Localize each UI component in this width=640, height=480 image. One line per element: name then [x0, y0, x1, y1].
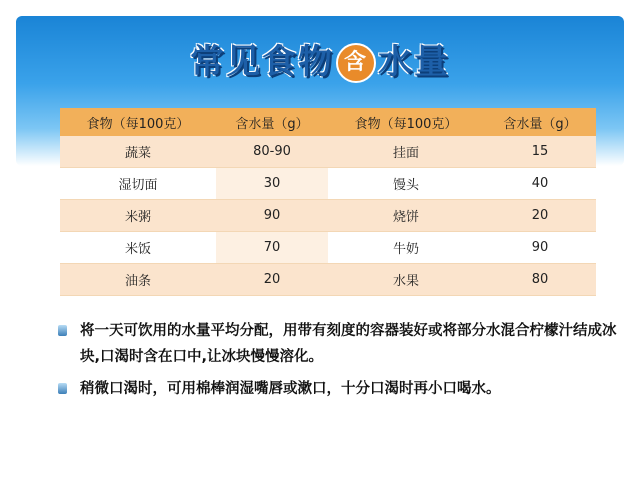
table-row	[60, 232, 596, 264]
table-header-row	[60, 108, 596, 136]
bullet-icon	[58, 383, 67, 394]
header-water-2: 含水量（g）	[484, 108, 596, 136]
cell-water: 20	[484, 200, 596, 232]
table-row	[60, 264, 596, 296]
page-title	[0, 34, 640, 83]
cell-water: 80-90	[216, 136, 328, 168]
tip-item	[58, 376, 618, 402]
cell-water: 80	[484, 264, 596, 296]
cell-food: 米饭	[60, 232, 216, 264]
tips-list	[58, 318, 618, 408]
cell-water: 40	[484, 168, 596, 200]
cell-food: 米粥	[60, 200, 216, 232]
tip-text: 将一天可饮用的水量平均分配，用带有刻度的容器装好或将部分水混合柠檬汁结成冰块,口渴时含在口中,让冰块慢慢溶化。	[80, 323, 617, 365]
cell-food: 烧饼	[328, 200, 484, 232]
table-row	[60, 136, 596, 168]
header-water-1: 含水量（g）	[216, 108, 328, 136]
cell-food: 馒头	[328, 168, 484, 200]
cell-water: 90	[484, 232, 596, 264]
cell-water: 70	[216, 232, 328, 264]
tip-text: 稍微口渴时，可用棉棒润湿嘴唇或漱口，十分口渴时再小口喝水。	[80, 381, 501, 397]
cell-food: 油条	[60, 264, 216, 296]
title-badge: 含	[336, 43, 376, 83]
title-text-after: 水量	[378, 42, 450, 82]
cell-food: 挂面	[328, 136, 484, 168]
cell-water: 30	[216, 168, 328, 200]
bullet-icon	[58, 325, 67, 336]
water-content-table	[60, 108, 596, 296]
cell-water: 15	[484, 136, 596, 168]
tip-item	[58, 318, 618, 370]
cell-food: 水果	[328, 264, 484, 296]
cell-water: 90	[216, 200, 328, 232]
cell-food: 牛奶	[328, 232, 484, 264]
header-food-1: 食物（每100克）	[60, 108, 216, 136]
table-row	[60, 168, 596, 200]
header-food-2: 食物（每100克）	[328, 108, 484, 136]
title-text-before: 常见食物	[190, 42, 334, 82]
cell-water: 20	[216, 264, 328, 296]
table-row	[60, 200, 596, 232]
cell-food: 湿切面	[60, 168, 216, 200]
cell-food: 蔬菜	[60, 136, 216, 168]
